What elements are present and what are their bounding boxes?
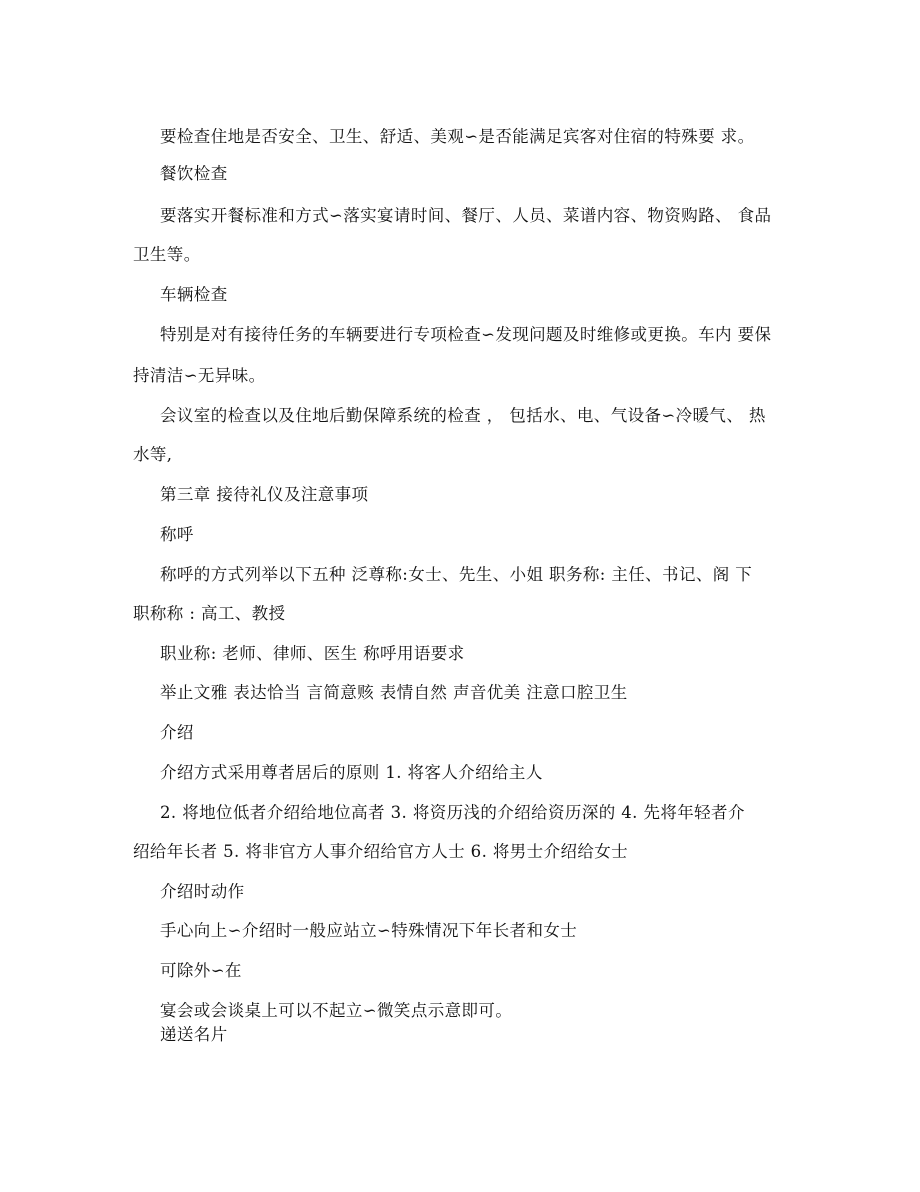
paragraph-line: 绍给年长者 5. 将非官方人事介绍给官方人士 6. 将男士介绍给女士 — [133, 842, 629, 861]
paragraph-line: 手心向上∽介绍时一般应站立∽特殊情况下年长者和女士 — [160, 921, 578, 940]
paragraph-line: 水等, — [133, 445, 173, 464]
paragraph-line: 可除外∽在 — [160, 961, 242, 980]
paragraph-line: 职称称 : 高工、教授 — [133, 604, 286, 623]
paragraph-line: 2. 将地位低者介绍给地位高者 3. 将资历浅的介绍给资历深的 4. 先将年轻者介 — [160, 803, 745, 822]
paragraph-line: 特别是对有接待任务的车辆要进行专项检查∽发现问题及时维修或更换。车内 要保 — [160, 325, 772, 344]
section-heading: 介绍 — [160, 723, 194, 742]
paragraph-line: 要落实开餐标准和方式∽落实宴请时间、餐厅、人员、菜谱内容、物资购路、 食品 — [160, 206, 772, 225]
paragraph-line: 称呼的方式列举以下五种 泛尊称:女士、先生、小姐 职务称: 主任、书记、阁 下 — [160, 565, 753, 584]
paragraph-line: 卫生等。 — [133, 245, 201, 264]
paragraph-line: 要检查住地是否安全、卫生、舒适、美观∽是否能满足宾客对住宿的特殊要 求。 — [160, 127, 755, 146]
paragraph-line: 介绍方式采用尊者居后的原则 1. 将客人介绍给主人 — [160, 763, 543, 782]
paragraph-line: 职业称: 老师、律师、医生 称呼用语要求 — [160, 644, 465, 663]
chapter-heading: 第三章 接待礼仪及注意事项 — [160, 485, 369, 504]
section-heading: 介绍时动作 — [160, 882, 245, 901]
paragraph-line: 宴会或会谈桌上可以不起立∽微笑点示意即可。 — [160, 1001, 513, 1020]
paragraph-line: 持清洁∽无异味。 — [133, 366, 266, 385]
section-heading: 递送名片 — [160, 1025, 228, 1044]
paragraph-line: 举止文雅 表达恰当 言简意赅 表情自然 声音优美 注意口腔卫生 — [160, 683, 628, 702]
section-heading: 餐饮检查 — [160, 164, 228, 183]
paragraph-line: 会议室的检查以及住地后勤保障系统的检查 ， 包括水、电、气设备∽冷暖气、 热 — [160, 406, 766, 425]
section-heading: 车辆检查 — [160, 285, 228, 304]
section-heading: 称呼 — [160, 525, 194, 544]
